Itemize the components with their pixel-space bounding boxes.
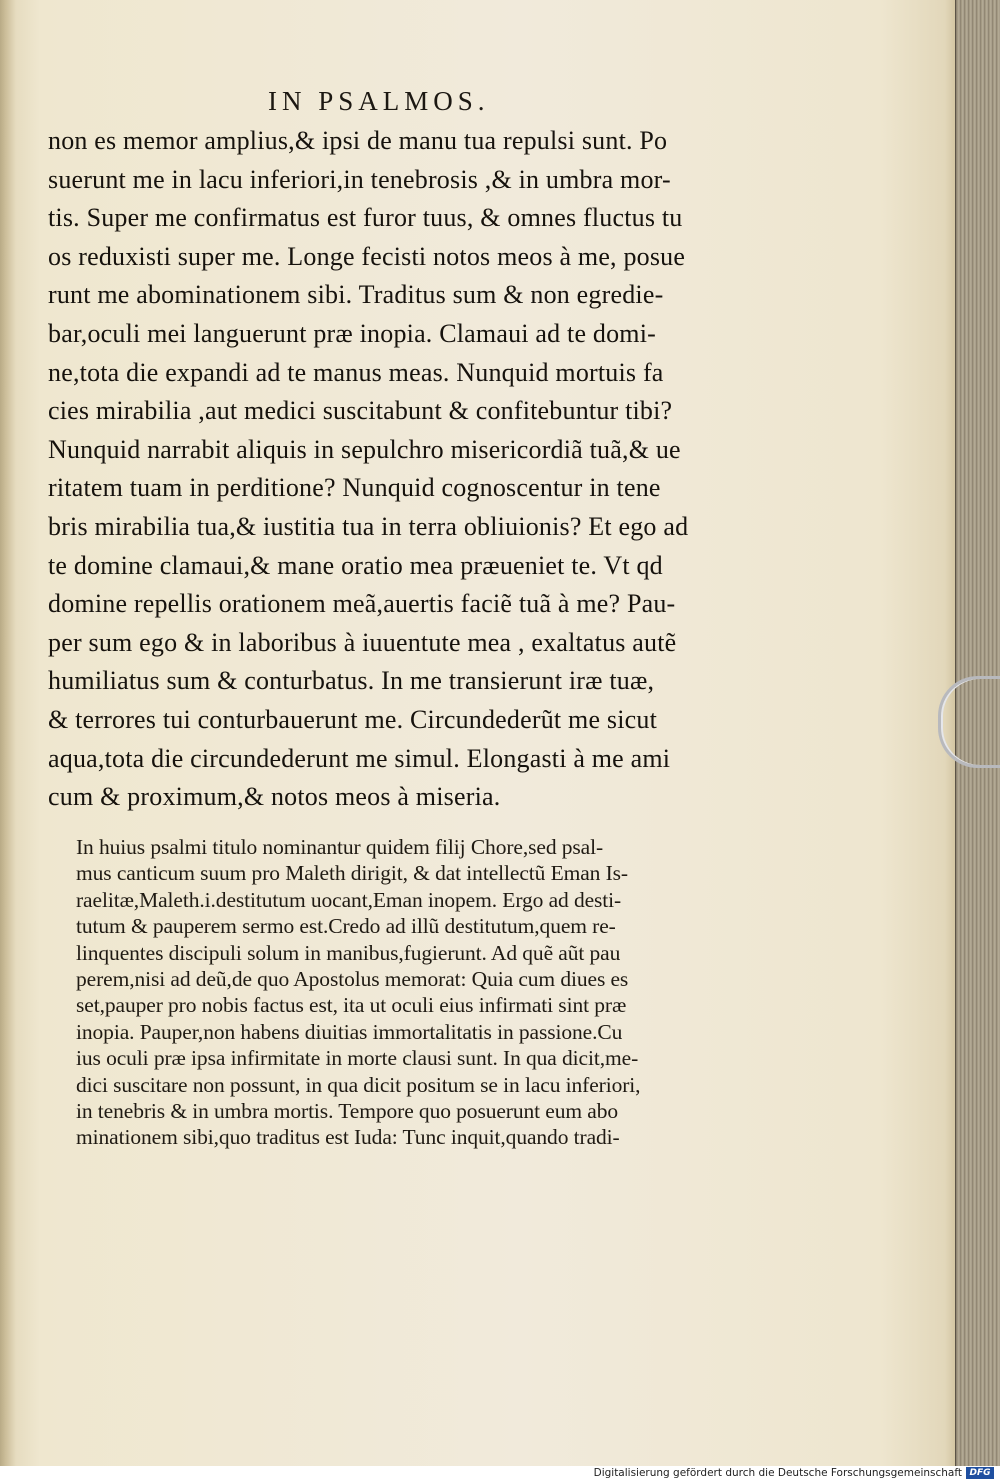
text-line: suerunt me in lacu inferiori,in tenebrosis ,& in umbra mor- xyxy=(48,164,671,194)
text-line: ne,tota die expandi ad te manus meas. Nunquid mortuis fa xyxy=(48,357,664,387)
commentary-line: dici suscitare non possunt, in qua dicit positum se in lacu inferiori, xyxy=(76,1072,641,1097)
text-line: runt me abominationem sibi. Traditus sum & non egredie- xyxy=(48,280,664,310)
text-line: non es memor amplius,& ipsi de manu tua repulsi sunt. Po xyxy=(48,126,668,155)
commentary-line: In huius psalmi titulo nominantur quidem filij Chore,sed psal- xyxy=(76,835,604,859)
commentary-line: in tenebris & in umbra mortis. Tempore quo posuerunt eum abo xyxy=(76,1099,619,1124)
text-line: Nunquid narrabit aliquis in sepulchro misericordiã tuã,& ue xyxy=(48,434,681,464)
dfg-credit: Digitalisierung gefördert durch die Deutsche Forschungsgemeinschaft xyxy=(593,1467,962,1479)
commentary-text xyxy=(76,834,766,1151)
text-line: aqua,tota die circundederunt me simul. Elongasti à me ami xyxy=(48,743,671,773)
text-line: cies mirabilia ,aut medici suscitabunt & confitebuntur tibi? xyxy=(48,396,673,426)
text-line: os reduxisti super me. Longe fecisti notos meos à me, posue xyxy=(48,241,686,271)
commentary-line: set,pauper pro nobis factus est, ita ut oculi eius infirmati sint præ xyxy=(76,993,627,1018)
paper-clip xyxy=(938,676,1000,768)
commentary-line: minationem sibi,quo traditus est Iuda: Tunc inquit,quando tradi- xyxy=(76,1125,620,1150)
text-line: domine repellis orationem meã,auertis faciẽ tuã à me? Pau- xyxy=(48,589,676,619)
text-line: cum & proximum,& notos meos à miseria. xyxy=(48,782,501,812)
running-head: IN PSALMOS. xyxy=(268,86,490,116)
text-line: ritatem tuam in perditione? Nunquid cognoscentur in tene xyxy=(48,473,661,503)
text-line: bar,oculi mei languerunt præ inopia. Clamaui ad te domi- xyxy=(48,318,657,348)
dfg-logo: DFG xyxy=(966,1467,994,1479)
text-line: & terrores tui conturbauerunt me. Circundederũt me sicut xyxy=(48,704,658,734)
commentary-line: tutum & pauperem sermo est.Credo ad illũ destitutum,quem re- xyxy=(76,914,616,939)
commentary-line: mus canticum suum pro Maleth dirigit, & dat intellectũ Eman Is- xyxy=(76,861,628,886)
commentary-line: inopia. Pauper,non habens diuitias immortalitatis in passione.Cu xyxy=(76,1019,623,1044)
text-line: humiliatus sum & conturbatus. In me transierunt iræ tuæ, xyxy=(48,666,655,696)
commentary-line: raelitæ,Maleth.i.destitutum uocant,Eman inopem. Ergo ad desti- xyxy=(76,887,622,912)
commentary-line: linquentes discipuli solum in manibus,fugierunt. Ad quẽ aũt pau xyxy=(76,940,621,965)
footer-bar xyxy=(0,1466,1000,1481)
commentary-line: perem,nisi ad deũ,de quo Apostolus memorat: Quia cum diues es xyxy=(76,967,629,992)
psalm-text xyxy=(48,122,763,817)
text-line: bris mirabilia tua,& iustitia tua in terra obliuionis? Et ego ad xyxy=(48,511,689,541)
text-line: tis. Super me confirmatus est furor tuus, & omnes fluctus tu xyxy=(48,203,683,233)
text-line: te domine clamaui,& mane oratio mea præueniet te. Vt qd xyxy=(48,550,663,580)
text-line: per sum ego & in laboribus à iuuentute mea , exaltatus autẽ xyxy=(48,627,677,657)
commentary-line: ius oculi præ ipsa infirmitate in morte clausi sunt. In qua dicit,me- xyxy=(76,1046,639,1071)
